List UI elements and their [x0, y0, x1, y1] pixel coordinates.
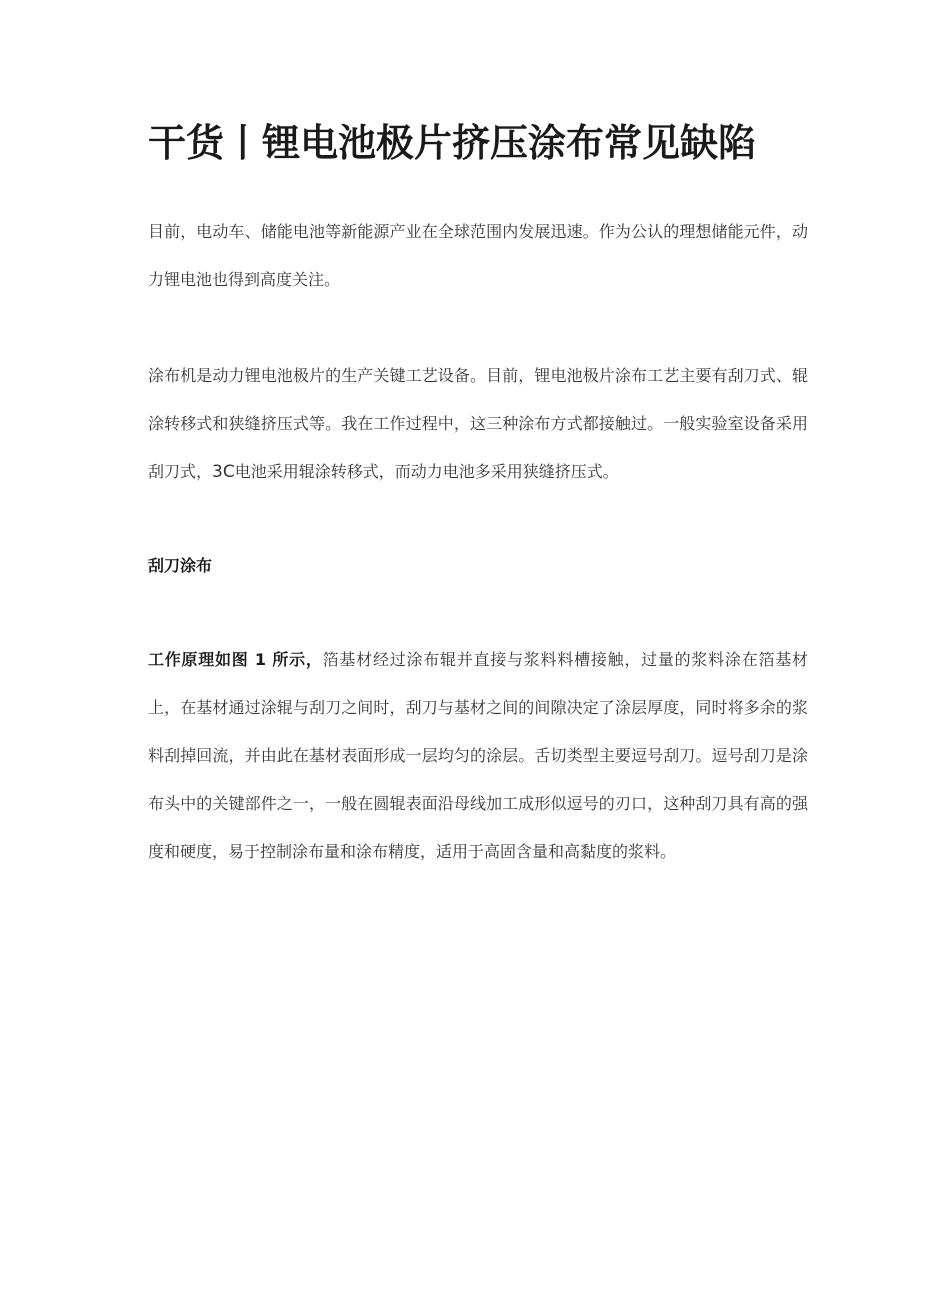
paragraph-text: 电池采用辊涂转移式，而动力电池多采用狭缝挤压式。	[234, 462, 619, 481]
coating-methods-paragraph	[148, 352, 808, 496]
section-heading: 刮刀涂布	[148, 556, 213, 575]
paragraph-text: 涂布机是动力锂电池极片的生产关键工艺设备。目前，锂电池极片涂布工艺主要有刮刀式、辊涂转移式和狭缝挤压式等。我在工作过程中，这三种涂布方式都接触过。一般实验室设备采用刮刀式，	[148, 366, 808, 481]
paragraph-text: 箔基材经过涂布辊并直接与浆料料槽接触，过量的浆料涂在箔基材上，在基材通过涂辊与刮刀之间时，刮刀与基材之间的间隙决定了涂层厚度，同时将多余的浆料刮掉回流，并由此在基材表面形成一层均匀的涂层。舌切类型主要逗号刮刀。逗号刮刀是涂布头中的关键部件之一，一般在圆辊表面沿母线加工成形似逗号的刃口，这种刮刀具有高的强度和硬度，易于控制涂布量和涂布精度，适用于高固含量和高黏度的浆料。	[148, 650, 808, 861]
paragraph-lead: 工作原理如图 1 所示，	[148, 650, 323, 669]
paragraph-latin-term: 3C	[212, 462, 235, 482]
article-title: 干货丨锂电池极片挤压涂布常见缺陷	[148, 121, 757, 165]
intro-paragraph: 目前，电动车、储能电池等新能源产业在全球范围内发展迅速。作为公认的理想储能元件，动力锂电池也得到高度关注。	[148, 222, 808, 289]
doctor-blade-paragraph	[148, 636, 808, 876]
